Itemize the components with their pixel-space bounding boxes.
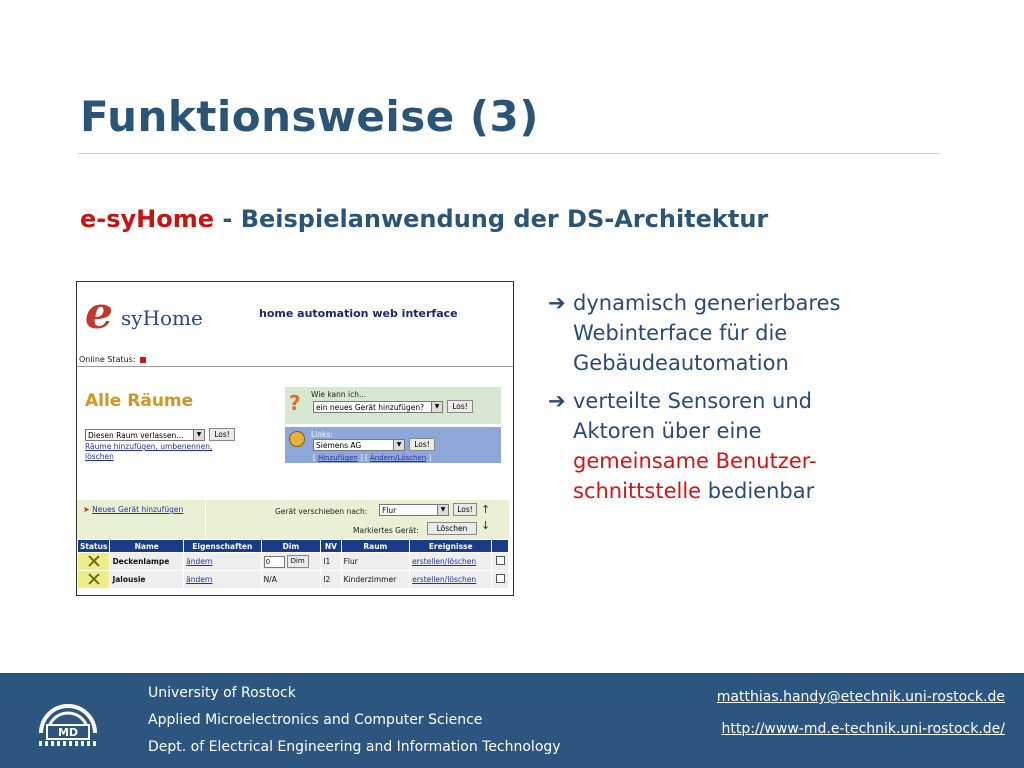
device-name: Deckenlampe	[110, 553, 184, 571]
footer-email-link[interactable]: matthias.handy@etechnik.uni-rostock.de	[716, 689, 1005, 705]
links-panel	[285, 427, 501, 463]
toolbar-divider	[205, 500, 206, 539]
dim-cell: N/A	[261, 571, 321, 589]
row-checkbox[interactable]	[496, 556, 505, 565]
app-header: home automation web interface	[259, 307, 458, 320]
room-cell: Kinderzimmer	[341, 571, 410, 589]
header-divider	[77, 366, 513, 367]
column-header: NV	[321, 540, 341, 553]
rooms-manage-link[interactable]: Räume hinzufügen, umbenennen,	[85, 442, 213, 451]
online-status	[79, 355, 146, 364]
events-link[interactable]: erstellen/löschen	[412, 557, 477, 566]
links-label: Links:	[311, 430, 333, 439]
help-select-value: ein neues Gerät hinzufügen?	[316, 403, 425, 412]
footer-university: University of Rostock	[148, 685, 296, 701]
md-logo-text: MD	[57, 726, 79, 739]
select-cell	[492, 553, 509, 571]
slide-subtitle	[80, 205, 768, 233]
bullet-line: Aktoren über eine	[573, 419, 762, 443]
chevron-down-icon: ▼	[193, 430, 204, 440]
events-cell	[410, 553, 492, 571]
status-icon	[88, 573, 100, 585]
bullet-item	[548, 288, 948, 378]
table-row	[78, 571, 509, 589]
md-logo-icon	[35, 699, 101, 749]
bullet-tail: bedienbar	[701, 479, 815, 503]
room-go-button[interactable]: Los!	[209, 428, 235, 441]
help-select[interactable]	[313, 401, 443, 413]
delete-button[interactable]: Löschen	[427, 522, 477, 535]
links-select[interactable]	[313, 439, 405, 451]
move-arrows-icon: ↑ ↓	[481, 503, 491, 532]
links-go-button[interactable]: Los!	[409, 438, 435, 451]
new-device-link[interactable]: Neues Gerät hinzufügen	[92, 505, 184, 514]
dim-cell	[261, 553, 321, 571]
links-actions	[313, 454, 431, 462]
links-select-value: Siemens AG	[316, 441, 362, 450]
arrow-right-icon: ➤	[83, 505, 90, 514]
column-header: Status	[78, 540, 110, 553]
bullet-item	[548, 386, 948, 506]
props-cell	[184, 553, 261, 571]
dim-input[interactable]: 0	[264, 556, 285, 568]
chevron-down-icon: ▼	[431, 402, 442, 412]
nv-cell: I2	[321, 571, 341, 589]
column-header: Eigenschaften	[184, 540, 261, 553]
nv-cell: I1	[321, 553, 341, 571]
bullet-list	[548, 288, 948, 514]
bracket-close: ]	[426, 454, 432, 462]
bullet-highlight: gemeinsame Benutzer-	[573, 449, 817, 473]
move-label: Gerät verschieben nach:	[275, 507, 368, 516]
column-header: Raum	[341, 540, 410, 553]
room-select-value: Diesen Raum verlassen...	[88, 431, 184, 440]
status-cell	[78, 553, 110, 571]
footer-url-link[interactable]: http://www-md.e-technik.uni-rostock.de/	[721, 721, 1005, 737]
bullet-line: Webinterface für die	[573, 321, 788, 345]
footer-faculty: Dept. of Electrical Engineering and Information Technology	[148, 739, 561, 755]
logo-e: e	[85, 288, 113, 339]
bullet-line: dynamisch generierbares	[573, 291, 841, 315]
select-cell	[492, 571, 509, 589]
device-table	[77, 539, 509, 589]
move-select[interactable]	[379, 504, 449, 516]
column-header: Ereignisse	[410, 540, 492, 553]
status-icon	[88, 555, 100, 567]
footer-department: Applied Microelectronics and Computer Science	[148, 712, 483, 728]
links-edit-link[interactable]: Ändern/Löschen	[369, 454, 427, 462]
column-header-select	[492, 540, 509, 553]
events-cell	[410, 571, 492, 589]
dim-button[interactable]: Dim	[287, 555, 309, 568]
question-icon: ?	[289, 391, 301, 415]
chevron-down-icon: ▼	[393, 440, 404, 450]
help-label: Wie kann ich...	[311, 390, 367, 399]
new-device-row	[83, 505, 183, 514]
props-link[interactable]: ändern	[186, 557, 213, 566]
esyhome-logo	[83, 288, 213, 339]
help-go-button[interactable]: Los!	[447, 400, 473, 413]
online-status-label: Online Status:	[79, 355, 136, 364]
move-select-value: Flur	[382, 506, 397, 515]
subtitle-text: - Beispielanwendung der DS-Architektur	[214, 205, 769, 233]
table-header-row	[78, 540, 509, 553]
bullet-highlight: schnittstelle	[573, 479, 702, 503]
bracket-open: [	[313, 454, 318, 462]
status-cell	[78, 571, 110, 589]
slide-title: Funktionsweise (3)	[80, 92, 539, 141]
arrow-right-icon: ➔	[548, 291, 566, 315]
app-screenshot	[76, 281, 514, 596]
globe-icon	[289, 431, 305, 447]
table-row	[78, 553, 509, 571]
device-name: Jalousie	[110, 571, 184, 589]
move-go-button[interactable]: Los!	[453, 503, 477, 516]
marked-label: Markiertes Gerät:	[353, 526, 419, 535]
row-checkbox[interactable]	[496, 574, 505, 583]
room-cell: Flur	[341, 553, 410, 571]
arrow-right-icon: ➔	[548, 389, 566, 413]
bullet-line: Gebäudeautomation	[573, 351, 789, 375]
page-heading: Alle Räume	[85, 391, 194, 411]
logo-text: syHome	[121, 306, 203, 330]
props-cell	[184, 571, 261, 589]
bracket-mid: ] [	[357, 454, 370, 462]
column-header: Name	[110, 540, 184, 553]
subtitle-brand: e-syHome	[80, 205, 215, 233]
column-header: Dim	[261, 540, 321, 553]
footer	[0, 673, 1024, 768]
props-link[interactable]: ändern	[186, 575, 213, 584]
events-link[interactable]: erstellen/löschen	[412, 575, 477, 584]
links-add-link[interactable]: Hinzufügen	[317, 454, 358, 462]
title-divider	[78, 153, 940, 154]
room-select[interactable]	[85, 429, 205, 441]
chevron-down-icon: ▼	[437, 505, 448, 515]
rooms-delete-link[interactable]: löschen	[85, 452, 114, 461]
status-indicator-icon	[140, 357, 146, 363]
bullet-line: verteilte Sensoren und	[573, 389, 813, 413]
help-panel	[285, 387, 501, 424]
